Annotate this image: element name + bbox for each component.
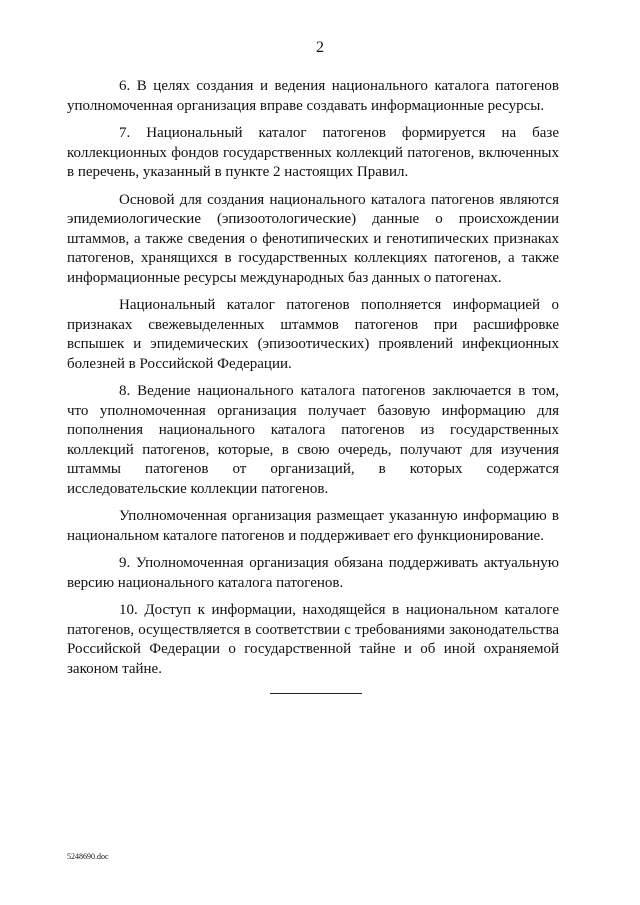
document-body: [67, 77, 559, 687]
paragraph-9: 9. Уполномоченная организация обязана поддерживать актуальную версию национального каталога патогенов.: [67, 555, 559, 591]
paragraph-6: 6. В целях создания и ведения национального каталога патогенов уполномоченная организация вправе создавать информационные ресурсы.: [67, 78, 559, 114]
end-of-document-rule: [270, 693, 362, 694]
paragraph-10: 10. Доступ к информации, находящейся в национальном каталоге патогенов, осуществляется в соответствии с требованиями законодательства Российской Федерации о государственной тайне и об иной охраняемой законом тайне.: [67, 602, 559, 677]
paragraph-8: 8. Ведение национального каталога патогенов заключается в том, что уполномоченная организация получает базовую информацию для пополнения национального каталога патогенов из государственных коллекций патогенов, которые, в свою очередь, получают для изучения штаммы патогенов от организаций, в которых содержатся исследовательские коллекции патогенов.: [67, 383, 559, 497]
paragraph-catalog-basis: Основой для создания национального каталога патогенов являются эпидемиологические (эпизоотологические) данные о происхождении штаммов, а также сведения о фенотипических и генотипических признаках патогенов, хранящихся в государственных коллекциях патогенов, а также информационные ресурсы международных баз данных о патогенах.: [67, 191, 559, 286]
paragraph-placement: Уполномоченная организация размещает указанную информацию в национальном каталоге патогенов и поддерживает его функционирование.: [67, 508, 559, 544]
paragraph-catalog-replenishment: Национальный каталог патогенов пополняется информацией о признаках свежевыделенных штаммов патогенов при расшифровке вспышек и эпидемических (эпизоотических) проявлений инфекционных болезней в Российской Федерации.: [67, 297, 559, 372]
paragraph-7: 7. Национальный каталог патогенов формируется на базе коллекционных фондов государственных коллекций патогенов, включенных в перечень, указанный в пункте 2 настоящих Правил.: [67, 125, 559, 180]
document-file-code: 5248690.doc: [67, 852, 109, 861]
page-number: 2: [316, 39, 324, 56]
